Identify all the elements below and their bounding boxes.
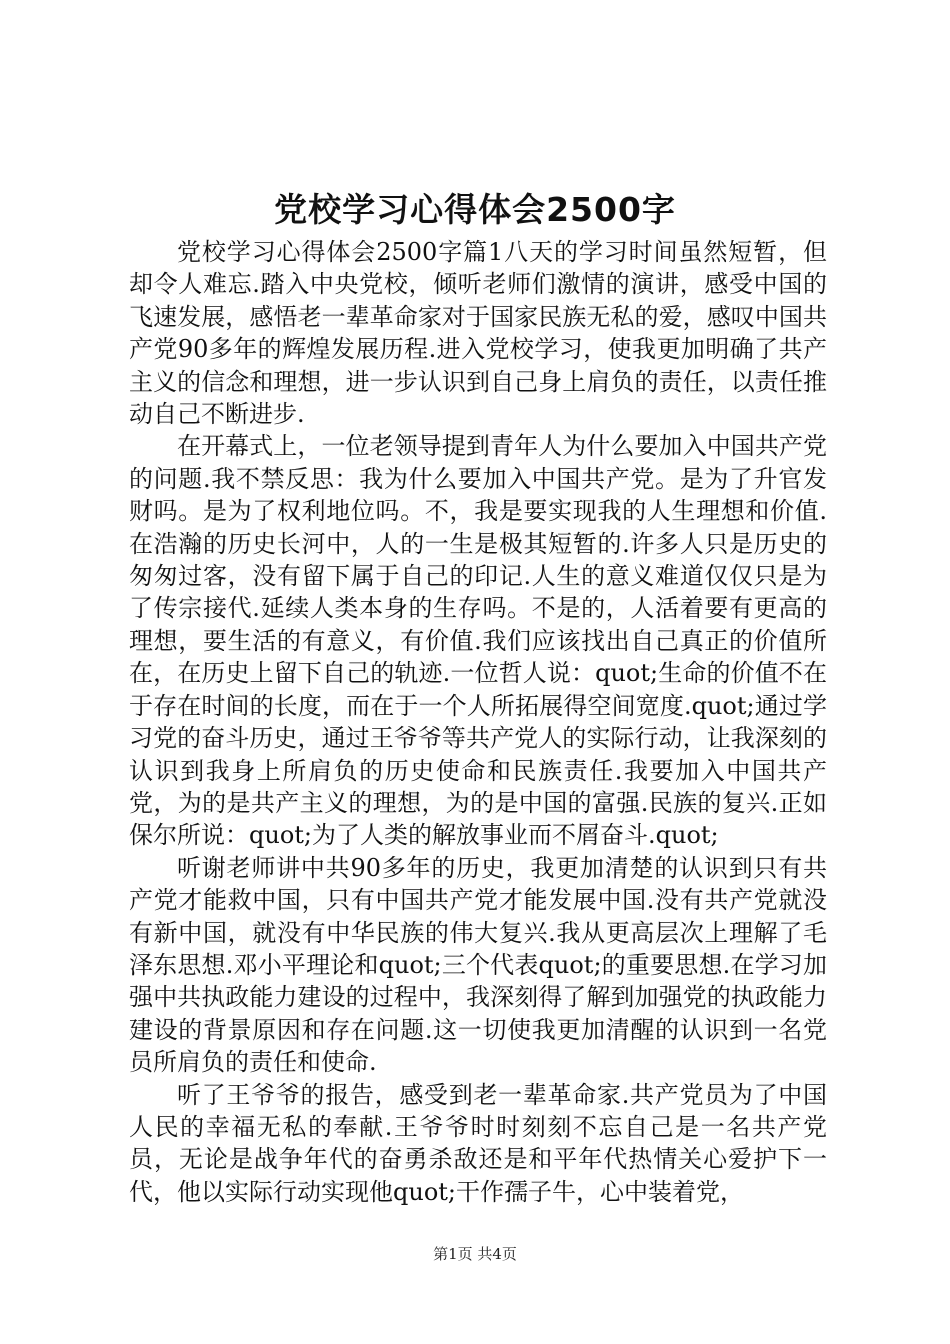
document-body <box>129 236 827 1208</box>
paragraph: 党校学习心得体会2500字篇1八天的学习时间虽然短暂，但却令人难忘.踏入中央党校，倾听老师们激情的演讲，感受中国的飞速发展，感悟老一辈革命家对于国家民族无私的爱，感叹中国共产党90多年的辉煌发展历程.进入党校学习，使我更加明确了共产主义的信念和理想，进一步认识到自己身上肩负的责任，以责任推动自己不断进步. <box>129 238 827 429</box>
document-title: 党校学习心得体会2500字 <box>274 190 676 229</box>
page-number-footer: 第1页 共4页 <box>433 1245 517 1263</box>
paragraph: 在开幕式上，一位老领导提到青年人为什么要加入中国共产党的问题.我不禁反思：我为什么要加入中国共产党。是为了升官发财吗。是为了权利地位吗。不，我是要实现我的人生理想和价值.在浩瀚的历史长河中，人的一生是极其短暂的.许多人只是历史的匆匆过客，没有留下属于自己的印记.人生的意义难道仅仅只是为了传宗接代.延续人类本身的生存吗。不是的，人活着要有更高的理想，要生活的有意义，有价值.我们应该找出自己真正的价值所在，在历史上留下自己的轨迹.一位哲人说：quot;生命的价值不在于存在时间的长度，而在于一个人所拓展得空间宽度.quot;通过学习党的奋斗历史，通过王爷爷等共产党人的实际行动，让我深刻的认识到我身上所肩负的历史使命和民族责任.我要加入中国共产党，为的是共产主义的理想，为的是中国的富强.民族的复兴.正如保尔所说：quot;为了人类的解放事业而不屑奋斗.quot; <box>129 432 827 850</box>
paragraph: 听谢老师讲中共90多年的历史，我更加清楚的认识到只有共产党才能救中国，只有中国共产党才能发展中国.没有共产党就没有新中国，就没有中华民族的伟大复兴.我从更高层次上理解了毛泽东思想.邓小平理论和quot;三个代表quot;的重要思想.在学习加强中共执政能力建设的过程中，我深刻得了解到加强党的执政能力建设的背景原因和存在问题.这一切使我更加清醒的认识到一名党员所肩负的责任和使命. <box>129 853 827 1077</box>
paragraph: 听了王爷爷的报告，感受到老一辈革命家.共产党员为了中国人民的幸福无私的奉献.王爷爷时时刻刻不忘自己是一名共产党员，无论是战争年代的奋勇杀敌还是和平年代热情关心爱护下一代，他以实际行动实现他quot;干作孺子牛，心中装着党， <box>129 1080 827 1206</box>
